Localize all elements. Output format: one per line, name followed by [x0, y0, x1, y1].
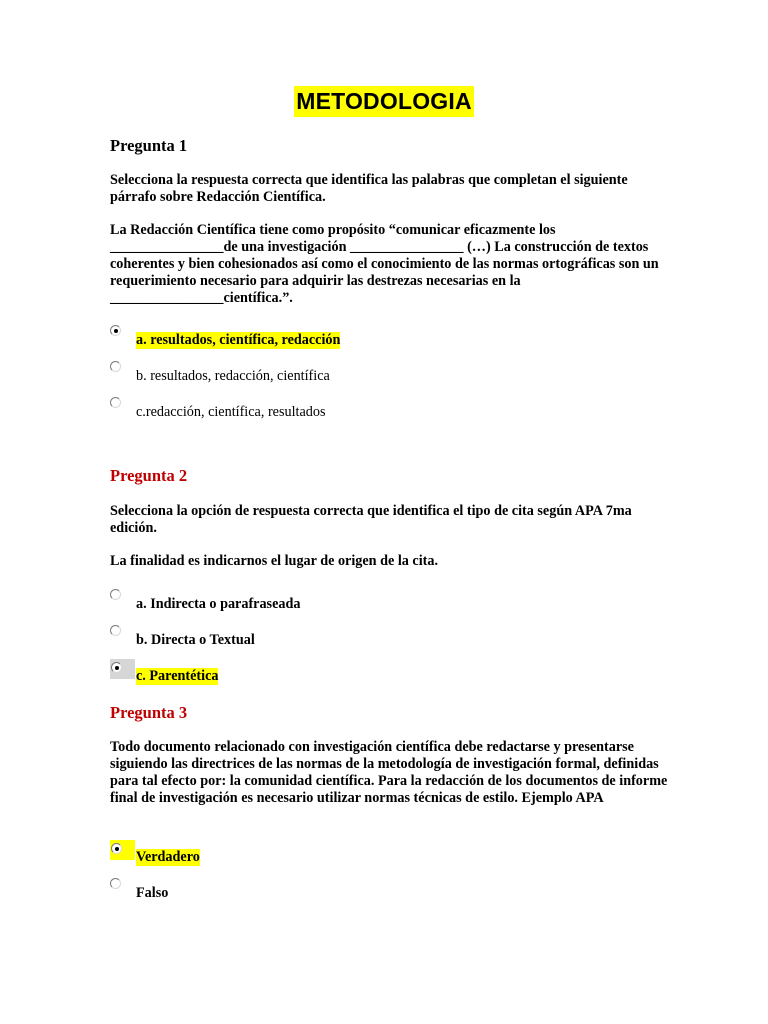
question-2-paragraph: La finalidad es indicarnos el lugar de origen de la cita. — [110, 553, 439, 569]
radio-highlight-box[interactable] — [110, 840, 135, 860]
radio-icon[interactable] — [110, 878, 121, 889]
option-label: a. resultados, científica, redacción — [136, 332, 341, 348]
question-2-heading: Pregunta 2 — [110, 466, 188, 485]
radio-icon[interactable] — [110, 625, 121, 636]
option-label: Falso — [136, 885, 169, 901]
question-2-instruction: Selecciona la opción de respuesta correcta que identifica el tipo de cita según APA 7ma edición. — [110, 503, 632, 536]
radio-selected-icon[interactable] — [110, 325, 121, 336]
option-label: b. resultados, redacción, científica — [136, 368, 330, 384]
radio-selected-icon[interactable] — [111, 662, 122, 673]
question-3-heading: Pregunta 3 — [110, 703, 188, 722]
option-label: c.redacción, científica, resultados — [136, 404, 326, 420]
question-1-heading: Pregunta 1 — [110, 136, 188, 155]
radio-icon[interactable] — [110, 397, 121, 408]
option-label: c. Parentética — [136, 668, 219, 684]
title-wrap — [0, 86, 768, 117]
question-3-paragraph: Todo documento relacionado con investigación científica debe redactarse y presentarse siguiendo las directrices de las normas de la metodología de investigación formal, definidas para tal efecto por: la comunidad científica. Para la redacción de los documentos de informe final de investigación es necesario utilizar normas técnicas de estilo. Ejemplo APA — [110, 739, 668, 806]
question-1-instruction: Selecciona la respuesta correcta que identifica las palabras que completan el siguiente párrafo sobre Redacción Científica. — [110, 172, 628, 205]
option-label: Verdadero — [136, 849, 200, 865]
option-label: a. Indirecta o parafraseada — [136, 596, 301, 612]
document-title: METODOLOGIA — [294, 86, 474, 117]
radio-icon[interactable] — [110, 361, 121, 372]
radio-focus-box[interactable] — [110, 659, 135, 679]
radio-icon[interactable] — [110, 589, 121, 600]
option-label: b. Directa o Textual — [136, 632, 255, 648]
question-1-paragraph: La Redacción Científica tiene como propósito “comunicar eficazmente los ________________de una investigación ________________ (…) La construcción de textos coherentes y bien cohesionados así como el conocimiento de las normas ortográficas son un requerimiento necesario para adquirir las destrezas necesarias en la ________________científica.”. — [110, 222, 659, 306]
radio-selected-icon[interactable] — [111, 843, 122, 854]
